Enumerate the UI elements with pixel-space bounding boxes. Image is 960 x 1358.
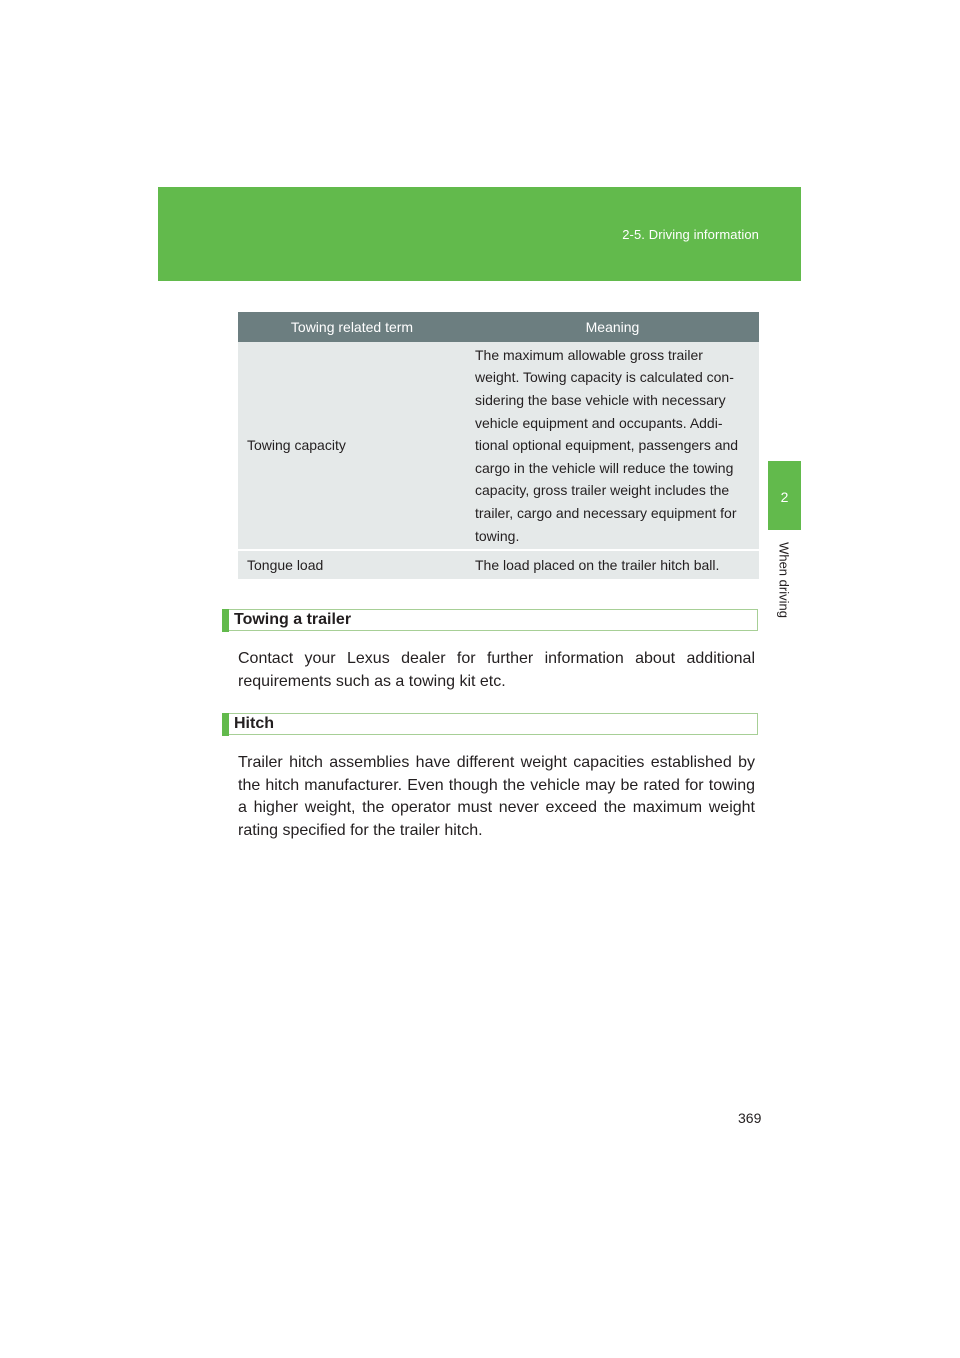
table-row	[238, 342, 759, 550]
heading-marker	[222, 713, 229, 736]
page-number: 369	[738, 1110, 762, 1126]
meaning-cell: The maximum allowable gross trailer weight. Towing capacity is calculated con-sidering the base vehicle with necessary vehicle equipment and occupants. Addi-tional optional equipment, passengers and cargo in the vehicle will reduce the towing capacity, gross trailer weight includes the trailer, cargo and necessary equipment for towing.	[466, 342, 759, 550]
chapter-tab	[768, 461, 801, 530]
heading-text: Towing a trailer	[234, 611, 352, 628]
meaning-cell: The load placed on the trailer hitch ball.	[466, 550, 759, 579]
column-header-term: Towing related term	[238, 312, 466, 342]
term-cell: Towing capacity	[238, 342, 466, 550]
chapter-header-band	[158, 187, 801, 281]
heading-marker	[222, 609, 229, 632]
chapter-number: 2	[780, 489, 789, 505]
table-header-row	[238, 312, 759, 342]
section-body-hitch: Trailer hitch assemblies have different weight capacities established by the hitch manufacturer. Even though the vehicle may be rated for towing a higher weight, the operator must never exceed the maximum weight rating specified for the trailer hitch.	[238, 754, 755, 839]
section-heading-towing-trailer	[222, 609, 758, 631]
section-body-towing-trailer: Contact your Lexus dealer for further information about additional requirements such as a towing kit etc.	[238, 650, 755, 690]
term-cell: Tongue load	[238, 550, 466, 579]
chapter-label: When driving	[776, 542, 792, 618]
section-heading-hitch	[222, 713, 758, 735]
column-header-meaning: Meaning	[466, 312, 759, 342]
towing-terms-table	[238, 312, 759, 579]
heading-text: Hitch	[234, 715, 274, 732]
section-title: 2-5. Driving information	[622, 227, 759, 242]
table-row	[238, 550, 759, 579]
